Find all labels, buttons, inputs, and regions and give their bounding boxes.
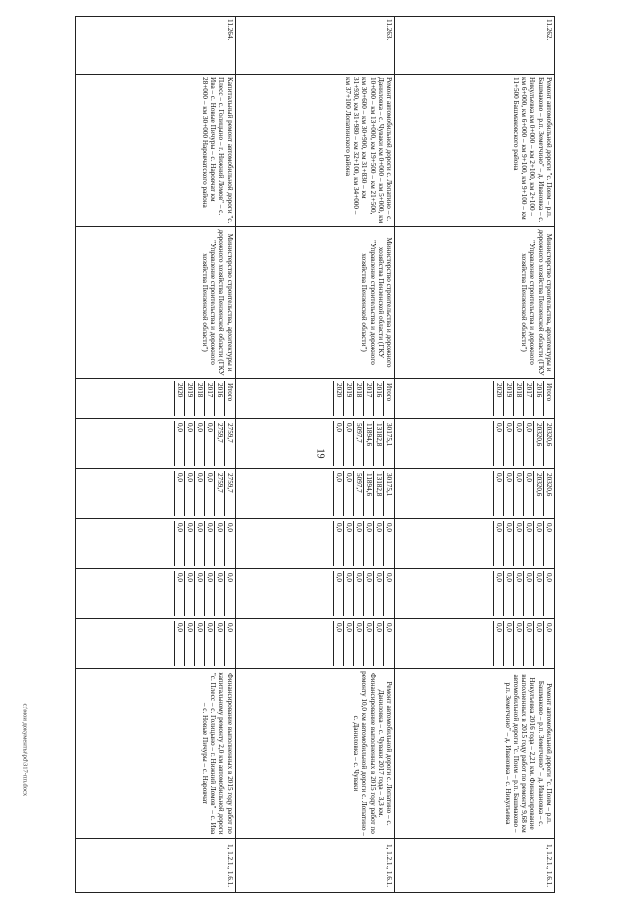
value-item: 0,0	[514, 571, 524, 616]
values-list	[333, 471, 393, 516]
values-list	[174, 571, 234, 616]
value-item: 2018	[514, 381, 524, 416]
values-list	[493, 421, 553, 466]
value-item: 0,0	[384, 621, 394, 666]
value-item: 0,0	[514, 421, 524, 466]
value-item: 0,0	[344, 571, 354, 616]
value-item: 0,0	[504, 471, 514, 516]
footer-path: c:\мои документы\pd\317-пп.docx	[21, 703, 29, 797]
value-item: 0,0	[194, 621, 204, 666]
indicator-numbers: 1, 1.2.1., 1.6.1.	[235, 839, 395, 893]
value-item: 0,0	[524, 621, 534, 666]
value-item: 0,0	[174, 471, 184, 516]
expected-result: Ремонт автомобильной дороги с. Лопатино – с. Даниловка – с. Чуваки 2017 года – 3,3 км. Финансирование выполненных в 2015 году работ по ремонту 10,0 км автомобильной дороги с. Лопатино – с. Даниловка – с. Чуваки	[235, 669, 395, 839]
value-item: 2019	[184, 381, 194, 416]
value-item: 0,0	[224, 571, 234, 616]
value-item: 20320,6	[534, 421, 544, 466]
value-item: 0,0	[494, 471, 504, 516]
table-row	[76, 17, 236, 893]
value-item: 2020	[334, 381, 344, 416]
object-description: Капитальный ремонт автомобильной дороги "с. Плесс – с. Голицыно – г. Нижний Ломов" – с. Ива – с. Новые Пичуры – с. Наровчат км 28+000 – км 30+000 Наровчатского района	[76, 75, 236, 227]
value-item: 0,0	[384, 571, 394, 616]
value-item: 0,0	[334, 471, 344, 516]
values-cell-col_a	[235, 419, 395, 469]
value-item: 2017	[204, 381, 214, 416]
values-cell-col_b	[395, 469, 555, 519]
values-cell-years	[235, 379, 395, 419]
value-item: 0,0	[514, 521, 524, 566]
value-item: 13182,8	[374, 421, 384, 466]
value-item: 0,0	[184, 421, 194, 466]
value-item: 0,0	[334, 521, 344, 566]
value-item: 0,0	[504, 521, 514, 566]
values-list	[333, 421, 393, 466]
value-item: 20320,6	[534, 471, 544, 516]
value-item: 0,0	[334, 571, 344, 616]
value-item: Итого	[384, 381, 394, 416]
indicator-numbers: 1, 1.2.1., 1.6.1.	[76, 839, 236, 893]
value-item: 2016	[214, 381, 224, 416]
row-number: 11.262.	[395, 17, 555, 75]
value-item: 0,0	[194, 471, 204, 516]
values-list	[333, 381, 393, 416]
value-item: 0,0	[204, 521, 214, 566]
value-item: 0,0	[374, 621, 384, 666]
value-item: 0,0	[524, 421, 534, 466]
value-item: 5097,7	[354, 471, 364, 516]
value-item: 0,0	[184, 621, 194, 666]
value-item: 30175,1	[384, 421, 394, 466]
value-item: 0,0	[494, 621, 504, 666]
value-item: 0,0	[504, 421, 514, 466]
value-item: 0,0	[344, 521, 354, 566]
values-cell-col_c	[76, 519, 236, 569]
values-list	[174, 471, 234, 516]
value-item: 0,0	[184, 571, 194, 616]
value-item: 2759,7	[214, 421, 224, 466]
values-list	[174, 421, 234, 466]
value-item: 0,0	[224, 521, 234, 566]
value-item: 0,0	[184, 521, 194, 566]
values-list	[333, 521, 393, 566]
values-list	[493, 521, 553, 566]
value-item: 0,0	[374, 571, 384, 616]
values-cell-years	[76, 379, 236, 419]
value-item: 0,0	[494, 571, 504, 616]
values-cell-col_e	[235, 619, 395, 669]
value-item: 0,0	[354, 521, 364, 566]
value-item: 2020	[174, 381, 184, 416]
table-row	[395, 17, 555, 893]
value-item: 20320,6	[544, 471, 554, 516]
value-item: 13182,8	[374, 471, 384, 516]
values-list	[493, 381, 553, 416]
values-list	[493, 621, 553, 666]
value-item: 0,0	[494, 521, 504, 566]
values-list	[493, 471, 553, 516]
row-number: 11.263.	[235, 17, 395, 75]
value-item: 2759,7	[224, 421, 234, 466]
value-item: 2019	[504, 381, 514, 416]
value-item: 0,0	[374, 521, 384, 566]
value-item: 0,0	[214, 621, 224, 666]
values-list	[493, 571, 553, 616]
table-row	[235, 17, 395, 893]
value-item: 0,0	[504, 571, 514, 616]
value-item: 2759,7	[214, 471, 224, 516]
value-item: 30175,1	[384, 471, 394, 516]
values-list	[333, 571, 393, 616]
value-item: 2018	[194, 381, 204, 416]
table-wrapper	[75, 16, 555, 892]
value-item: 0,0	[174, 621, 184, 666]
value-item: 0,0	[184, 471, 194, 516]
value-item: 0,0	[544, 621, 554, 666]
value-item: 2018	[354, 381, 364, 416]
value-item: 0,0	[344, 621, 354, 666]
value-item: 0,0	[534, 621, 544, 666]
value-item: 0,0	[204, 471, 214, 516]
value-item: 0,0	[194, 571, 204, 616]
value-item: 0,0	[174, 421, 184, 466]
value-item: 0,0	[364, 521, 374, 566]
values-cell-col_e	[76, 619, 236, 669]
value-item: Итого	[544, 381, 554, 416]
values-cell-col_b	[235, 469, 395, 519]
values-cell-col_d	[76, 569, 236, 619]
values-list	[174, 621, 234, 666]
object-description: Ремонт автомобильной дороги "с. Поим – р.п. Башмаково – р.п. Земетчино" – д. Ивановка – с. Никулъевка км 0+000 – км 2+100, км 2+100 – км 6+000, км 6+000 – км 9+100, км 9+100 – км 11+500 Башмаковского района	[395, 75, 555, 227]
value-item: 5097,7	[354, 421, 364, 466]
page-number: 19	[314, 448, 326, 459]
value-item: 0,0	[364, 571, 374, 616]
table-rotated	[75, 16, 555, 892]
value-item: 0,0	[204, 421, 214, 466]
values-cell-col_e	[395, 619, 555, 669]
value-item: 0,0	[504, 621, 514, 666]
program-table	[75, 16, 555, 893]
value-item: 0,0	[214, 571, 224, 616]
value-item: 0,0	[334, 621, 344, 666]
value-item: 0,0	[544, 571, 554, 616]
value-item: 0,0	[534, 571, 544, 616]
values-cell-col_c	[235, 519, 395, 569]
value-item: 0,0	[354, 621, 364, 666]
value-item: 0,0	[524, 521, 534, 566]
customer-cell: Министерство строительства, архитектуры и дорожного хозяйства Пензенской области (ГКУ "Управление строительства и дорожного хозяйства Пензенской области")	[76, 227, 236, 379]
value-item: 0,0	[174, 571, 184, 616]
value-item: 2019	[344, 381, 354, 416]
expected-result: Ремонт автомобильной дороги "с. Поим – р.п. Башмаково – р.п. Земетчино" – д. Ивановка – с. Никулъевка 2016 года – 2,21 км. Финансирование выполненных в 2015 году работ по ремонту 9,68 км автомобильной дороги "с. Поим – р.п. Башмаково – р.п. Земетчино" – д. Ивановка – с. Никулъевка	[395, 669, 555, 839]
customer-cell: Министерство строительства и дорожного хозяйства Пензенской области (ГКУ "Управление строительства и дорожного хозяйства Пензенской области")	[235, 227, 395, 379]
value-item: 0,0	[194, 521, 204, 566]
values-list	[174, 381, 234, 416]
value-item: 0,0	[214, 521, 224, 566]
value-item: 0,0	[524, 571, 534, 616]
value-item: 0,0	[224, 621, 234, 666]
value-item: 20320,6	[544, 421, 554, 466]
values-cell-col_a	[395, 419, 555, 469]
value-item: 0,0	[334, 421, 344, 466]
value-item: 0,0	[514, 471, 524, 516]
values-cell-col_b	[76, 469, 236, 519]
value-item: 2759,7	[224, 471, 234, 516]
values-cell-years	[395, 379, 555, 419]
values-list	[333, 621, 393, 666]
value-item: 0,0	[384, 521, 394, 566]
value-item: 2020	[494, 381, 504, 416]
value-item: 0,0	[364, 621, 374, 666]
value-item: 0,0	[204, 571, 214, 616]
object-description: Ремонт автомобильной дороги с. Лопатино – с. Даниловка – с. Чуваки км 0+000 – км 5+000, км 10+000 – км 13+000, км 19+500 – км 21+500, км 30+600 – км 30+900, км 31+830 – км 31+930, км 31+980 – км 32+100, км 34+000 – км 37+100 Лопатинского района	[235, 75, 395, 227]
value-item: 0,0	[344, 421, 354, 466]
values-cell-col_d	[235, 569, 395, 619]
value-item: 0,0	[174, 521, 184, 566]
expected-result: Финансирование выполненных в 2015 году работ по капитальному ремонту 2,0 км автомобильной дороги "с. Плесс – с. Голицыно – г. Нижний Ломов" – с. Ива – с. Новые Пичуры – с. Наровчат	[76, 669, 236, 839]
value-item: 0,0	[194, 421, 204, 466]
value-item: 0,0	[534, 521, 544, 566]
value-item: Итого	[224, 381, 234, 416]
value-item: 0,0	[514, 621, 524, 666]
value-item: 2017	[524, 381, 534, 416]
value-item: 11894,6	[364, 471, 374, 516]
value-item: 2017	[364, 381, 374, 416]
values-cell-col_d	[395, 569, 555, 619]
values-list	[174, 521, 234, 566]
value-item: 0,0	[544, 521, 554, 566]
values-cell-col_c	[395, 519, 555, 569]
value-item: 11894,6	[364, 421, 374, 466]
value-item: 0,0	[344, 471, 354, 516]
value-item: 2016	[374, 381, 384, 416]
value-item: 0,0	[494, 421, 504, 466]
row-number: 11.264.	[76, 17, 236, 75]
values-cell-col_a	[76, 419, 236, 469]
value-item: 0,0	[354, 571, 364, 616]
value-item: 0,0	[524, 471, 534, 516]
indicator-numbers: 1, 1.2.1., 1.6.1.	[395, 839, 555, 893]
value-item: 2016	[534, 381, 544, 416]
value-item: 0,0	[204, 621, 214, 666]
customer-cell: Министерство строительства, архитектуры и дорожного хозяйства Пензенской области (ГКУ "Управление строительства и дорожного хозяйства Пензенской области")	[395, 227, 555, 379]
